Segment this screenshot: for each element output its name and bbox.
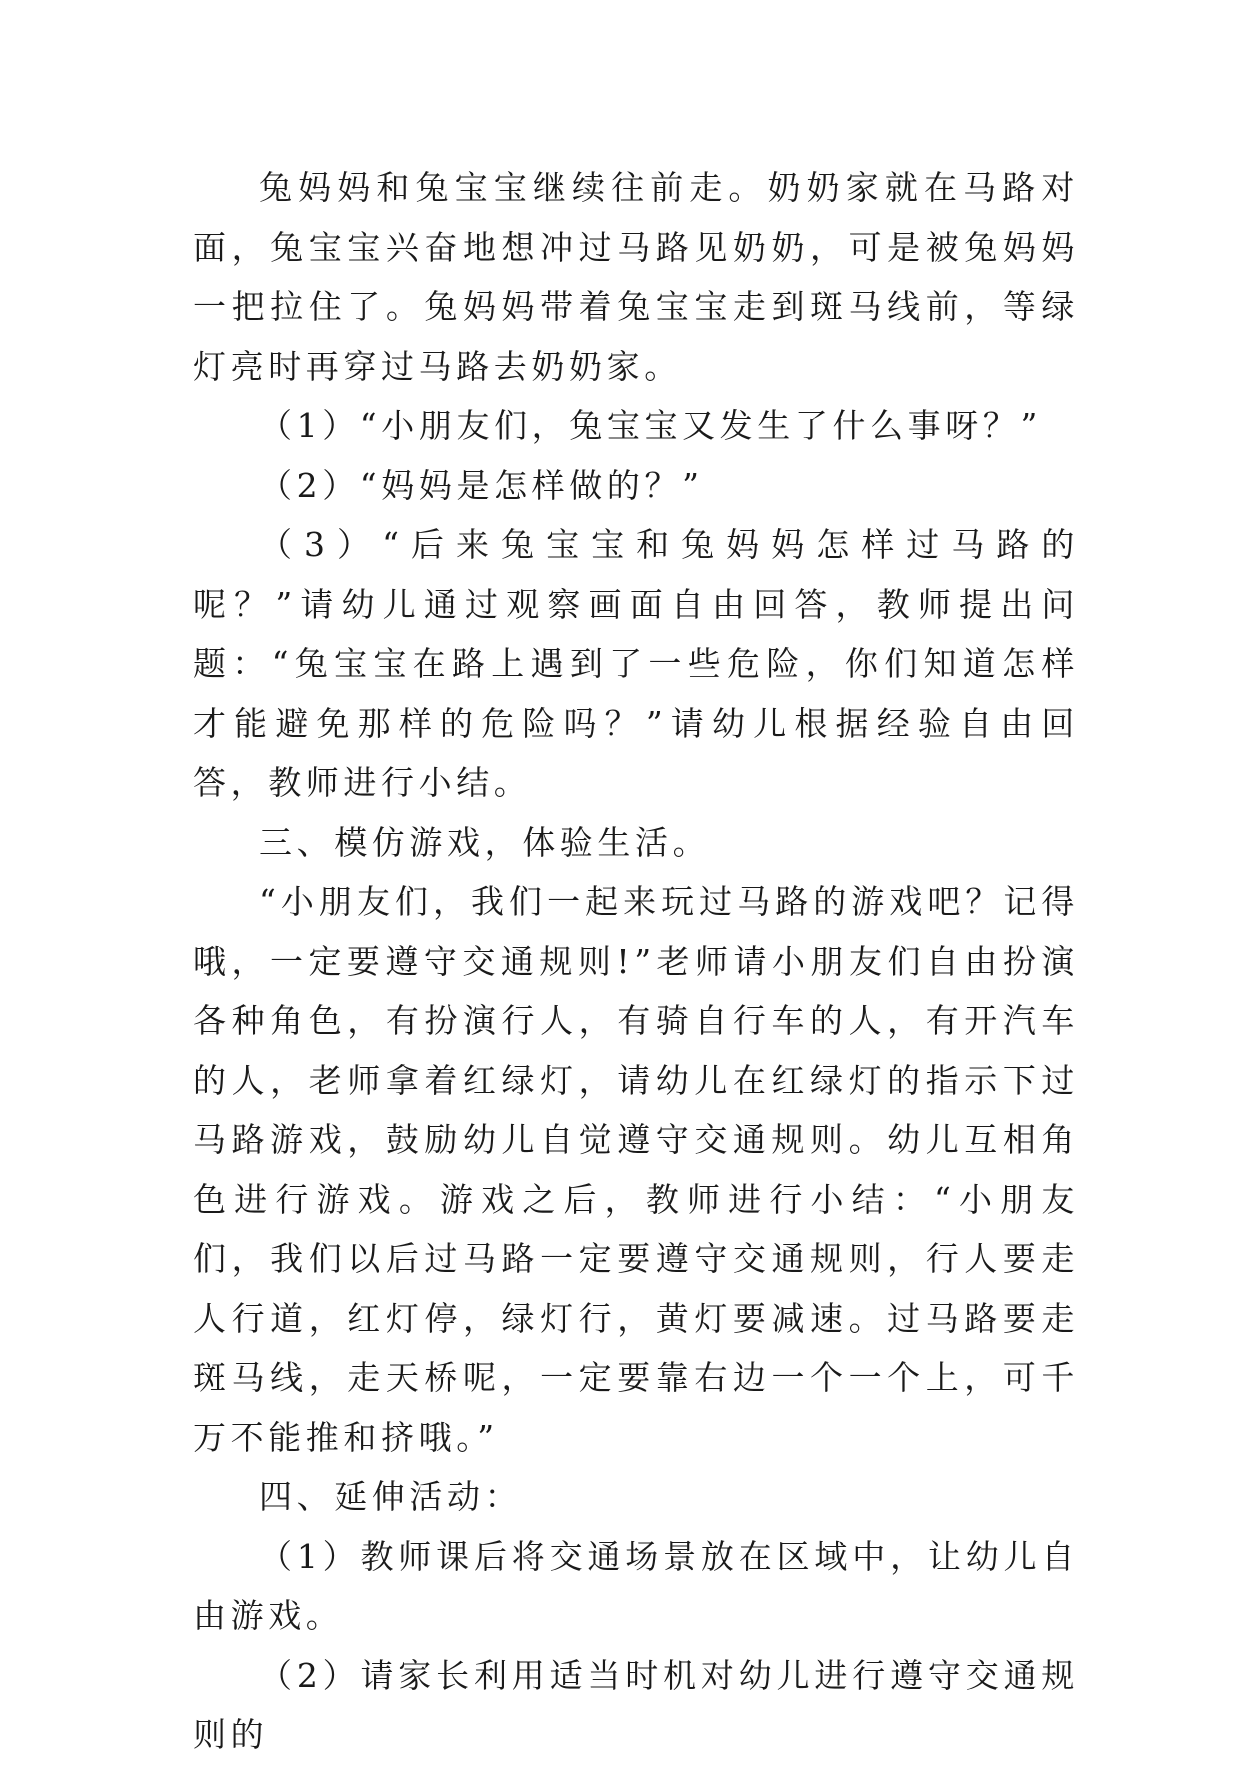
paragraph-extension-1: （1）教师课后将交通场景放在区域中，让幼儿自由游戏。 [193, 1536, 1079, 1635]
section-heading-3: 三、模仿游戏，体验生活。 [259, 822, 711, 862]
paragraph-question-2: （2）“妈妈是怎样做的？” [259, 465, 704, 505]
document-body [193, 158, 1079, 1765]
paragraph-question-1: （1）“小朋友们，兔宝宝又发生了什么事呀？” [259, 406, 1042, 445]
paragraph-question-3: （3）“后来兔宝宝和兔妈妈怎样过马路的呢？”请幼儿通过观察画面自由回答，教师提出问题：“兔宝宝在路上遇到了一些危险，你们知道怎样才能避免那样的危险吗？”请幼儿根据经验自由回答，教师进行小结。 [193, 525, 1079, 802]
paragraph-story-crossing: 兔妈妈和兔宝宝继续往前走。奶奶家就在马路对面，兔宝宝兴奋地想冲过马路见奶奶，可是被兔妈妈一把拉住了。兔妈妈带着兔宝宝走到斑马线前，等绿灯亮时再穿过马路去奶奶家。 [193, 168, 1079, 386]
paragraph-extension-2: （2）请家长利用适当时机对幼儿进行遵守交通规则的 [193, 1655, 1079, 1754]
paragraph-game: “小朋友们，我们一起来玩过马路的游戏吧？记得哦，一定要遵守交通规则!”老师请小朋友们自由扮演各种角色，有扮演行人，有骑自行车的人，有开汽车的人，老师拿着红绿灯，请幼儿在红绿灯的指示下过马路游戏，鼓励幼儿自觉遵守交通规则。幼儿互相角色进行游戏。游戏之后，教师进行小结：“小朋友们，我们以后过马路一定要遵守交通规则，行人要走人行道，红灯停，绿灯行，黄灯要减速。过马路要走斑马线，走天桥呢，一定要靠右边一个一个上，可千万不能推和挤哦。” [193, 882, 1079, 1457]
section-heading-4: 四、延伸活动： [259, 1477, 523, 1516]
